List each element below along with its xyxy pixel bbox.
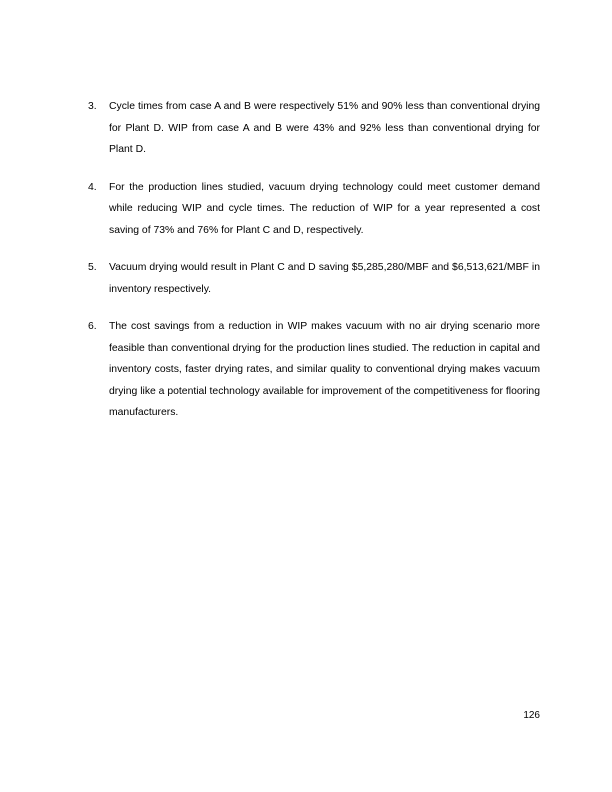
page-number: 126 [523, 710, 540, 721]
list-item [88, 316, 540, 424]
list-item [88, 96, 540, 161]
list-item-text: For the production lines studied, vacuum drying technology could meet customer demand while reducing WIP and cycle times. The reduction of WIP for a year represented a cost saving of 73% and 76% for Plant C and D, respectively. [109, 181, 540, 236]
list-item-number: 6. [88, 321, 97, 332]
list-item-number: 3. [88, 101, 97, 112]
list-item-number: 5. [88, 262, 97, 273]
list-item-number: 4. [88, 181, 97, 193]
list-item-text: Vacuum drying would result in Plant C and D saving $5,285,280/MBF and $6,513,621/MBF in inventory respectively. [109, 262, 540, 295]
list-item [88, 177, 540, 242]
list-item-text: The cost savings from a reduction in WIP makes vacuum with no air drying scenario more feasible than conventional drying for the production lines studied. The reduction in capital and inventory costs, faster drying rates, and similar quality to conventional drying makes vacuum drying like a potential technology available for improvement of the competitiveness for flooring manufacturers. [109, 321, 540, 418]
list-item [88, 257, 540, 300]
conclusions-list [88, 96, 540, 440]
list-item-text: Cycle times from case A and B were respectively 51% and 90% less than conventional drying for Plant D. WIP from case A and B were 43% and 92% less than conventional drying for Plant D. [109, 101, 540, 155]
